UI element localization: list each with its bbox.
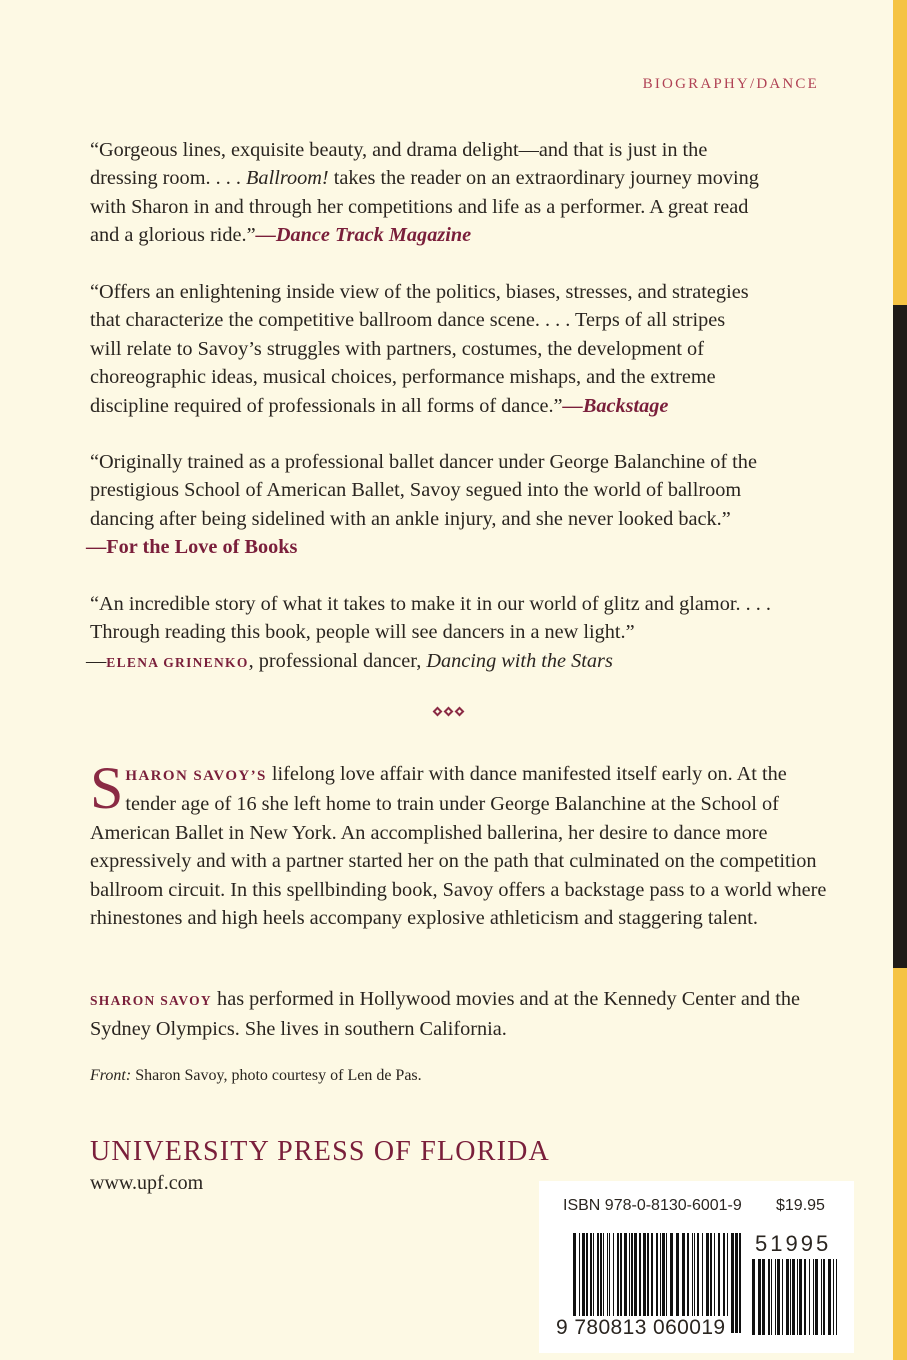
show-title: Dancing with the Stars — [426, 649, 613, 672]
diamond-ornament-icon — [434, 708, 463, 715]
ean-digits: 9 780813 060019 — [556, 1316, 726, 1339]
book-description: SHARON SAVOY’S lifelong love affair with dance manifested itself early on. At the tender age of 16 she left home to train under George Balanchine at the School of American Ballet in New York. An accomplished ballerina, her desire to dance more expressively and with a partner started her on the path that culminated on the competition ballroom circuit. In this spellbinding book, Savoy offers a backstage pass to a world where rhinestones and high heels accompany explosive athleticism and staggering talent. — [90, 755, 827, 930]
review-quote-1: “Gorgeous lines, exquisite beauty, and drama delight—and that is just in the dressing room. . . . Ballroom! takes the reader on an extraordinary journey moving with Sharon in and through her competitions and life as a performer. A great read and a glorious ride.”—Dance Track Magazine — [90, 139, 759, 247]
spine-edge-dark — [893, 305, 907, 968]
description-lead: HARON SAVOY’S — [125, 768, 267, 784]
review-quote-3: “Originally trained as a professional ballet dancer under George Balanchine of the prestigious School of American Ballet, Savoy segued into the world of ballroom dancing after being sidelined with an ankle injury, and she never looked back.” —For the Love of Books — [86, 451, 757, 559]
publisher-url: www.upf.com — [90, 1172, 204, 1194]
quote-source: —For the Love of Books — [86, 536, 298, 559]
isbn-number: ISBN 978-0-8130-6001-9 — [563, 1197, 742, 1214]
author-bio: SHARON SAVOY has performed in Hollywood movies and at the Kennedy Center and the Sydney Olympics. She lives in southern California. — [90, 988, 800, 1041]
quote-source: —Dance Track Magazine — [255, 224, 472, 247]
review-quote-4: “An incredible story of what it takes to make it in our world of glitz and glamor. . . . Through reading this book, people will see dancers in a new light.” —ELENA GRINENKO, professional dancer, Dancing with the Stars — [86, 593, 771, 672]
quote-source-name: ELENA GRINENKO — [106, 654, 249, 670]
book-title: Ballroom! — [246, 167, 329, 190]
review-quote-2: “Offers an enlightening inside view of the politics, biases, stresses, and strategies that characterize the competitive ballroom dance scene. . . . Terps of all stripes will relate to Savoy’s struggles with partners, costumes, the development of choreographic ideas, musical choices, performance mishaps, and the extreme discipline required of professionals in all forms of dance.”—Backstage — [90, 281, 749, 417]
cover-credit: Front: Sharon Savoy, photo courtesy of Len de Pas. — [90, 1067, 422, 1084]
author-name: SHARON SAVOY — [90, 993, 212, 1008]
drop-cap: S — [90, 755, 124, 821]
price-code: 51995 — [755, 1231, 832, 1256]
publisher-name: UNIVERSITY PRESS OF FLORIDA — [90, 1136, 550, 1167]
barcode-panel — [539, 1181, 854, 1353]
quote-source: —Backstage — [562, 394, 669, 417]
price-barcode-icon — [752, 1259, 842, 1335]
category-label: BIOGRAPHY/DANCE — [642, 76, 819, 92]
price: $19.95 — [776, 1197, 825, 1214]
